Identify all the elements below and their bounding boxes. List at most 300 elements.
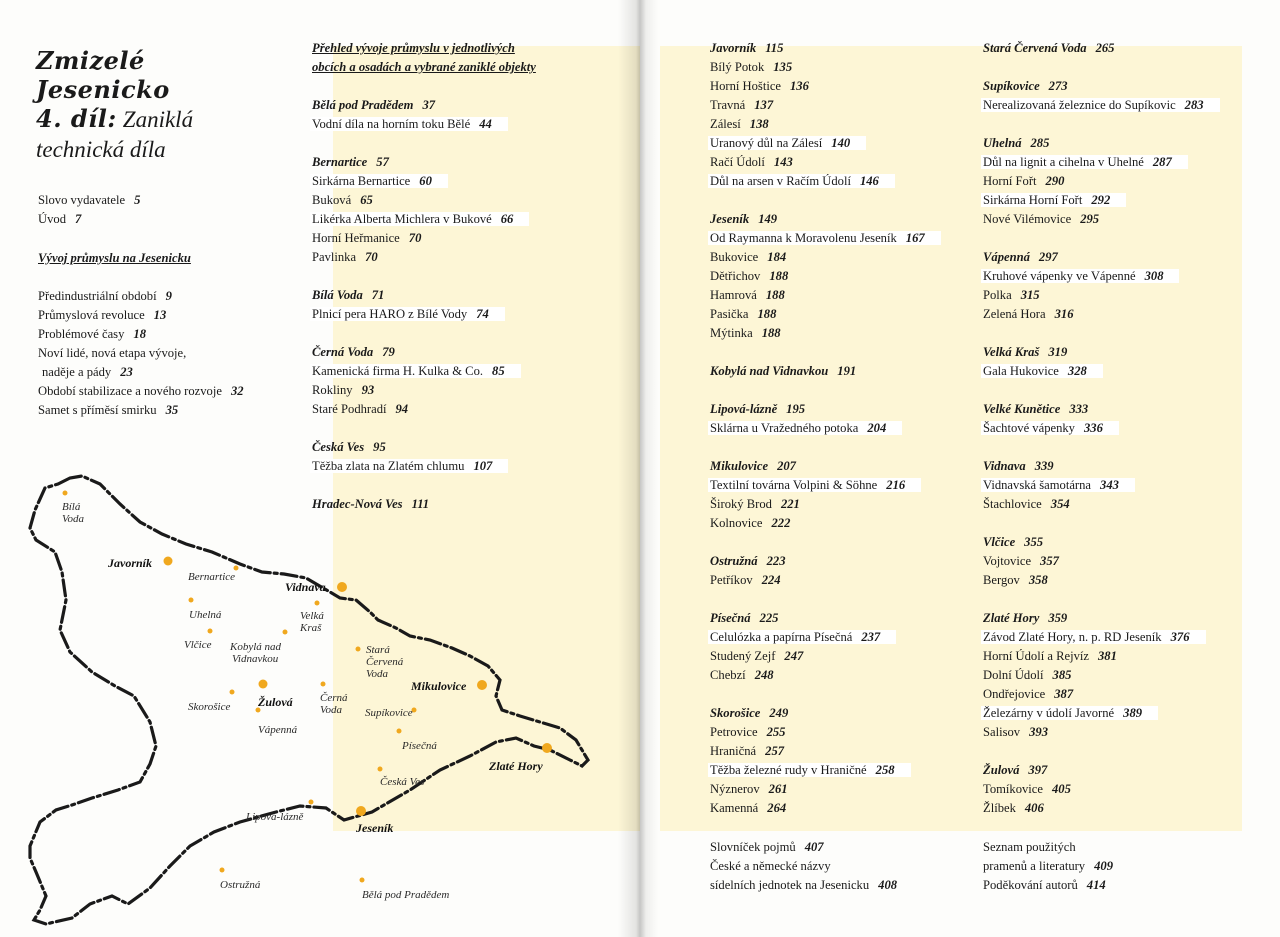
toc-entry-label: Uhelná [983, 136, 1022, 150]
toc-entry-label: Problémové časy [38, 327, 125, 341]
toc-entry-label: Horní Hoštice [710, 79, 781, 93]
dot-zlate-hory [542, 743, 552, 753]
toc-entry [983, 97, 1220, 113]
toc-entry-label: Přehled vývoje průmyslu v jednotlivých [312, 41, 515, 55]
toc-entry-label: Vidnava [983, 459, 1026, 473]
toc-entry [983, 572, 1048, 588]
toc-entry-page: 216 [886, 478, 906, 492]
toc-entry [710, 287, 785, 303]
toc-entry-label: Gala Hukovice [983, 364, 1059, 378]
toc-entry-label: Textilní továrna Volpini & Söhne [710, 478, 878, 492]
toc-entry-label: Plnicí pera HARO z Bílé Vody [312, 307, 468, 321]
toc-entry-label: Vojtovice [983, 554, 1032, 568]
toc-entry [710, 97, 773, 113]
toc-entry-page: 385 [1052, 668, 1072, 682]
toc-entry-page: 355 [1024, 535, 1044, 549]
toc-entry [710, 249, 786, 265]
dot-bernartice [234, 566, 239, 571]
dot-kobyla [283, 630, 288, 635]
toc-entry-label: Žulová [983, 763, 1020, 777]
appendix-entry [710, 877, 897, 893]
label-ostruzna: Ostružná [220, 879, 261, 891]
label-velka-kras-1: Velká [300, 610, 324, 622]
label-bernartice: Bernartice [188, 571, 236, 583]
toc-entry-label: Lipová-lázně [710, 402, 778, 416]
dot-skorosice [230, 690, 235, 695]
toc-entry-label: Dolní Údolí [983, 668, 1044, 682]
toc-entry-label: Zelená Hora [983, 307, 1046, 321]
toc-entry [983, 496, 1070, 512]
toc-entry-label: Štachlovice [983, 497, 1042, 511]
toc-entry-label: Bernartice [312, 155, 368, 169]
toc-entry-label: Buková [312, 193, 352, 207]
toc-heading [983, 610, 1067, 626]
toc-entry [710, 781, 788, 797]
toc-entry-page: 414 [1086, 878, 1106, 892]
toc-entry-label: Bergov [983, 573, 1020, 587]
toc-entry-label: naděje a pády [42, 365, 112, 379]
toc-entry [983, 800, 1044, 816]
toc-entry-label: Javorník [710, 41, 757, 55]
toc-entry-label: Těžba železné rudy v Hraničné [710, 763, 867, 777]
toc-entry [38, 345, 186, 361]
title-line-3: 4. díl: Zaniklá [36, 104, 194, 133]
label-skorosice: Skorošice [188, 701, 231, 713]
toc-heading [710, 705, 788, 721]
toc-entry-label: Slovo vydavatele [38, 193, 126, 207]
toc-entry [710, 420, 902, 436]
toc-entry-label: Rokliny [312, 383, 353, 397]
toc-entry-page: 107 [473, 459, 493, 473]
toc-entry-page: 407 [804, 840, 824, 854]
toc-entry [710, 230, 941, 246]
label-vidnava: Vidnava [285, 580, 326, 594]
dot-bela [360, 878, 365, 883]
label-pisecna: Písečná [402, 740, 437, 752]
toc-entry-page: 135 [773, 60, 793, 74]
toc-entry [983, 648, 1117, 664]
toc-entry-label: Chebzí [710, 668, 746, 682]
toc-entry [312, 382, 374, 398]
toc-entry [38, 307, 166, 323]
toc-entry-label: Hradec-Nová Ves [312, 497, 403, 511]
toc-entry-page: 204 [867, 421, 887, 435]
toc-entry-label: Horní Údolí a Rejvíz [983, 649, 1089, 663]
toc-entry-label: Vidnavská šamotárna [983, 478, 1092, 492]
toc-entry-page: 221 [780, 497, 800, 511]
toc-entry-label: Mikulovice [710, 459, 769, 473]
toc-entry-label: Horní Fořt [983, 174, 1037, 188]
toc-entry-page: 188 [765, 288, 785, 302]
toc-entry-page: 93 [361, 383, 375, 397]
label-stara-cv-2: Červená [366, 656, 404, 668]
dot-vlcice [208, 629, 213, 634]
label-vlcice: Vlčice [184, 639, 212, 651]
toc-entry-label: Kamenná [710, 801, 759, 815]
toc-heading [710, 610, 778, 626]
overview-title [312, 40, 515, 56]
label-bila-voda-2: Voda [62, 513, 84, 525]
label-mikulovice: Mikulovice [411, 679, 467, 693]
toc-entry-page: 409 [1094, 859, 1113, 873]
dot-bila-voda [63, 491, 68, 496]
toc-entry-label: Ostružná [710, 554, 758, 568]
toc-entry-page: 85 [492, 364, 505, 378]
toc-entry-page: 60 [419, 174, 432, 188]
toc-entry-label: Šachtové vápenky [983, 421, 1075, 435]
toc-entry-page: 65 [360, 193, 373, 207]
label-cerna-voda-1: Černá [320, 692, 348, 704]
toc-entry-label: Kobylá nad Vidnavkou [710, 364, 829, 378]
title-line-1: Zmizelé [36, 46, 145, 75]
toc-entry-page: 32 [230, 384, 244, 398]
toc-entry-page: 44 [479, 117, 492, 131]
toc-heading [710, 553, 786, 569]
toc-entry-page: 188 [757, 307, 777, 321]
toc-entry-page: 223 [766, 554, 786, 568]
region-map [0, 460, 640, 930]
toc-entry-page: 237 [861, 630, 881, 644]
toc-entry-label: Kruhové vápenky ve Vápenné [983, 269, 1136, 283]
toc-entry-page: 292 [1091, 193, 1111, 207]
toc-entry [38, 326, 146, 342]
toc-entry-label: Důl na lignit a cihelna v Uhelné [983, 155, 1144, 169]
toc-entry-label: Vlčice [983, 535, 1016, 549]
dot-lipova [309, 800, 314, 805]
toc-entry-label: Velké Kunětice [983, 402, 1061, 416]
toc-entry-label: Nýznerov [710, 782, 760, 796]
toc-entry-page: 74 [476, 307, 489, 321]
toc-entry-label: Sirkárna Bernartice [312, 174, 411, 188]
toc-entry-page: 5 [134, 193, 141, 207]
toc-entry [312, 306, 505, 322]
toc-entry-label: Bílý Potok [710, 60, 765, 74]
book-title [36, 46, 193, 165]
toc-entry-page: 225 [759, 611, 779, 625]
toc-entry [710, 306, 776, 322]
toc-entry-label: Celulózka a papírna Písečná [710, 630, 853, 644]
label-zulova: Žulová [258, 695, 293, 709]
toc-entry-page: 258 [875, 763, 895, 777]
toc-entry [710, 154, 793, 170]
label-vapenna: Vápenná [258, 724, 298, 736]
toc-entry-label: Tomíkovice [983, 782, 1043, 796]
toc-entry-label: Ondřejovice [983, 687, 1046, 701]
overview-title [312, 59, 536, 75]
toc-entry-page: 405 [1051, 782, 1071, 796]
toc-entry [983, 192, 1126, 208]
label-kobyla-1: Kobylá nad [230, 641, 282, 653]
toc-entry-label: Kolnovice [710, 516, 763, 530]
toc-entry-label: Široký Brod [710, 497, 772, 511]
toc-entry-label: Období stabilizace a nového rozvoje [38, 384, 222, 398]
toc-heading [983, 78, 1068, 94]
toc-entry-page: 138 [749, 117, 769, 131]
toc-entry-page: 136 [790, 79, 809, 93]
toc-entry-page: 381 [1097, 649, 1117, 663]
toc-entry-page: 357 [1040, 554, 1059, 568]
toc-heading [710, 363, 856, 379]
toc-entry-page: 287 [1152, 155, 1172, 169]
toc-entry-label: sídelních jednotek na Jesenicku [710, 878, 870, 892]
toc-heading [312, 154, 389, 170]
toc-entry-page: 37 [422, 98, 436, 112]
toc-entry-label: Likérka Alberta Michlera v Bukové [312, 212, 492, 226]
toc-entry-label: Jeseník [710, 212, 750, 226]
dot-uhelna [189, 598, 194, 603]
toc-entry-label: Samet s příměsí smirku [38, 403, 157, 417]
toc-entry-page: 94 [395, 402, 409, 416]
toc-entry-label: Bílá Voda [312, 288, 363, 302]
toc-entry-page: 319 [1048, 345, 1068, 359]
toc-entry [42, 364, 133, 380]
toc-entry [38, 383, 244, 399]
toc-entry-page: 315 [1020, 288, 1040, 302]
toc-entry-label: Vápenná [983, 250, 1030, 264]
toc-entry [312, 192, 373, 208]
label-jesenik: Jeseník [356, 821, 394, 835]
toc-entry [983, 268, 1179, 284]
label-zlate-hory: Zlaté Hory [489, 759, 543, 773]
toc-entry-label: Česká Ves [312, 440, 365, 454]
toc-entry-page: 261 [768, 782, 788, 796]
toc-entry-page: 273 [1048, 79, 1068, 93]
toc-entry-page: 308 [1144, 269, 1164, 283]
dot-zulova [259, 680, 268, 689]
dot-jesenik [356, 806, 366, 816]
toc-entry-label: Těžba zlata na Zlatém chlumu [312, 459, 465, 473]
toc-entry-page: 140 [831, 136, 851, 150]
toc-entry-label: Mýtinka [710, 326, 753, 340]
toc-entry-page: 285 [1030, 136, 1050, 150]
toc-entry-label: obcích a osadách a vybrané zaniklé objekty [312, 60, 536, 74]
toc-entry-label: Poděkování autorů [983, 878, 1078, 892]
toc-entry-page: 336 [1083, 421, 1103, 435]
toc-entry-page: 328 [1067, 364, 1087, 378]
toc-entry [710, 78, 809, 94]
toc-heading [710, 458, 796, 474]
toc-entry-page: 13 [153, 308, 167, 322]
dot-stara-cv [356, 647, 361, 652]
toc-entry-page: 316 [1054, 307, 1074, 321]
toc-entry-label: Velká Kraš [983, 345, 1040, 359]
toc-entry [983, 686, 1073, 702]
toc-entry-page: 264 [767, 801, 787, 815]
toc-entry-page: 79 [382, 345, 395, 359]
toc-entry [710, 743, 784, 759]
toc-entry-label: Nerealizovaná železnice do Supíkovic [983, 98, 1176, 112]
toc-entry [38, 402, 178, 418]
toc-entry-label: Zálesí [710, 117, 741, 131]
label-bila-voda-1: Bílá [62, 501, 81, 513]
toc-heading [983, 762, 1047, 778]
toc-entry [983, 306, 1073, 322]
section-title [38, 250, 191, 266]
toc-entry-label: Bělá pod Pradědem [312, 98, 414, 112]
toc-entry-page: 111 [411, 497, 430, 511]
toc-entry-page: 146 [859, 174, 879, 188]
toc-entry-label: Železárny v údolí Javorné [983, 706, 1115, 720]
map-labels [62, 501, 543, 901]
toc-entry-page: 389 [1123, 706, 1143, 720]
toc-entry-label: Salisov [983, 725, 1021, 739]
toc-entry-label: Uranový důl na Zálesí [710, 136, 823, 150]
toc-entry-label: Stará Červená Voda [983, 41, 1087, 55]
toc-entry [983, 173, 1064, 189]
toc-entry-label: Supíkovice [983, 79, 1040, 93]
appendix-entry [983, 877, 1106, 893]
dot-javornik [164, 557, 173, 566]
toc-entry-page: 70 [365, 250, 378, 264]
toc-entry-page: 188 [769, 269, 789, 283]
toc-entry-page: 222 [771, 516, 791, 530]
toc-entry-label: Račí Údolí [710, 155, 765, 169]
toc-entry [38, 288, 172, 304]
toc-entry [312, 249, 378, 265]
toc-entry [710, 762, 911, 778]
toc-entry-page: 248 [754, 668, 774, 682]
label-cerna-voda-2: Voda [320, 704, 342, 716]
toc-entry-page: 257 [765, 744, 785, 758]
toc-entry-page: 387 [1054, 687, 1074, 701]
toc-entry-label: Studený Zejf [710, 649, 776, 663]
toc-entry [710, 629, 896, 645]
toc-entry-label: Žlíbek [983, 801, 1016, 815]
toc-entry [983, 363, 1103, 379]
toc-entry-page: 249 [769, 706, 789, 720]
toc-entry [710, 667, 774, 683]
label-stara-cv-1: Stará [366, 644, 390, 656]
toc-entry [710, 59, 792, 75]
toc-entry-page: 149 [758, 212, 778, 226]
toc-entry-page: 188 [761, 326, 781, 340]
toc-entry-page: 354 [1050, 497, 1070, 511]
toc-entry-label: Pasička [710, 307, 749, 321]
label-bela: Bělá pod Pradědem [362, 889, 450, 901]
toc-entry-label: Bukovice [710, 250, 759, 264]
toc-entry-label: Horní Heřmanice [312, 231, 400, 245]
toc-entry-page: 167 [905, 231, 925, 245]
toc-entry [710, 648, 803, 664]
toc-entry-label: Petrovice [710, 725, 758, 739]
toc-entry-label: Od Raymanna k Moravolenu Jeseník [710, 231, 897, 245]
toc-entry-label: Petříkov [710, 573, 753, 587]
toc-entry-page: 137 [754, 98, 774, 112]
toc-entry-label: Dětřichov [710, 269, 761, 283]
label-javornik: Javorník [108, 556, 153, 570]
title-line-2: Jesenicko [36, 75, 170, 104]
toc-entry [983, 705, 1158, 721]
toc-entry-page: 115 [765, 41, 784, 55]
toc-heading [983, 401, 1088, 417]
toc-entry-label: Travná [710, 98, 746, 112]
toc-entry-label: pramenů a literatury [983, 859, 1086, 873]
dot-vidnava [337, 582, 347, 592]
toc-entry [312, 401, 408, 417]
toc-entry [710, 572, 781, 588]
toc-entry-page: 66 [500, 212, 514, 226]
label-lipova: Lipová-lázně [246, 811, 304, 823]
toc-entry-page: 70 [408, 231, 422, 245]
toc-entry-page: 255 [766, 725, 786, 739]
dot-mikulovice [477, 680, 487, 690]
toc-entry-page: 195 [786, 402, 806, 416]
toc-entry-label: Sirkárna Horní Fořt [983, 193, 1083, 207]
toc-entry-label: Noví lidé, nová etapa vývoje, [38, 346, 187, 360]
toc-entry [312, 230, 421, 246]
toc-entry-page: 376 [1170, 630, 1190, 644]
toc-entry [312, 116, 508, 132]
toc-entry [38, 211, 81, 227]
toc-entry [710, 724, 785, 740]
toc-heading [710, 211, 777, 227]
toc-entry-label: Zlaté Hory [983, 611, 1040, 625]
toc-entry-label: Sklárna u Vražedného potoka [710, 421, 859, 435]
toc-heading [312, 97, 435, 113]
toc-entry [710, 496, 800, 512]
toc-entry-label: Pavlinka [312, 250, 357, 264]
toc-entry-page: 95 [373, 440, 386, 454]
toc-entry-page: 290 [1045, 174, 1065, 188]
toc-heading [983, 344, 1067, 360]
toc-entry-page: 184 [767, 250, 787, 264]
label-kobyla-2: Vidnavkou [232, 653, 279, 665]
toc-entry-page: 71 [371, 288, 385, 302]
toc-entry [983, 724, 1048, 740]
toc-entry [312, 173, 448, 189]
label-ceska-ves: Česká Ves [380, 776, 425, 788]
toc-entry-page: 7 [75, 212, 82, 226]
toc-entry-label: Hamrová [710, 288, 757, 302]
toc-entry-page: 393 [1029, 725, 1048, 739]
label-supikovice: Supíkovice [365, 707, 413, 719]
toc-entry-page: 397 [1028, 763, 1048, 777]
toc-heading [983, 135, 1049, 151]
toc-entry-label: Předindustriální období [38, 289, 157, 303]
toc-entry-page: 333 [1069, 402, 1089, 416]
toc-entry-page: 23 [120, 365, 133, 379]
border-line [30, 476, 588, 924]
toc-entry [983, 211, 1099, 227]
toc-heading [983, 534, 1043, 550]
toc-entry-label: Skorošice [710, 706, 761, 720]
toc-entry-page: 57 [376, 155, 389, 169]
toc-entry [710, 135, 866, 151]
toc-entry-page: 9 [165, 289, 172, 303]
toc-entry [710, 325, 781, 341]
toc-entry [710, 515, 790, 531]
toc-entry-label: Průmyslová revoluce [38, 308, 145, 322]
dot-ceska-ves [378, 767, 383, 772]
toc-entry-page: 224 [761, 573, 781, 587]
toc-entry-page: 18 [133, 327, 146, 341]
toc-heading [710, 40, 783, 56]
dot-pisecna [397, 729, 402, 734]
appendix-entry [983, 858, 1113, 874]
toc-entry-label: Hraničná [710, 744, 757, 758]
toc-entry [710, 116, 769, 132]
toc-entry [983, 420, 1119, 436]
toc-entry-label: Seznam použitých [983, 840, 1076, 854]
label-velka-kras-2: Kraš [300, 622, 322, 634]
toc-entry [710, 173, 895, 189]
toc-heading [983, 40, 1114, 56]
toc-entry [983, 154, 1188, 170]
toc-entry-label: Slovníček pojmů [710, 840, 796, 854]
toc-entry-label: České a německé názvy [710, 859, 831, 873]
toc-entry [983, 629, 1206, 645]
label-stara-cv-3: Voda [366, 668, 388, 680]
